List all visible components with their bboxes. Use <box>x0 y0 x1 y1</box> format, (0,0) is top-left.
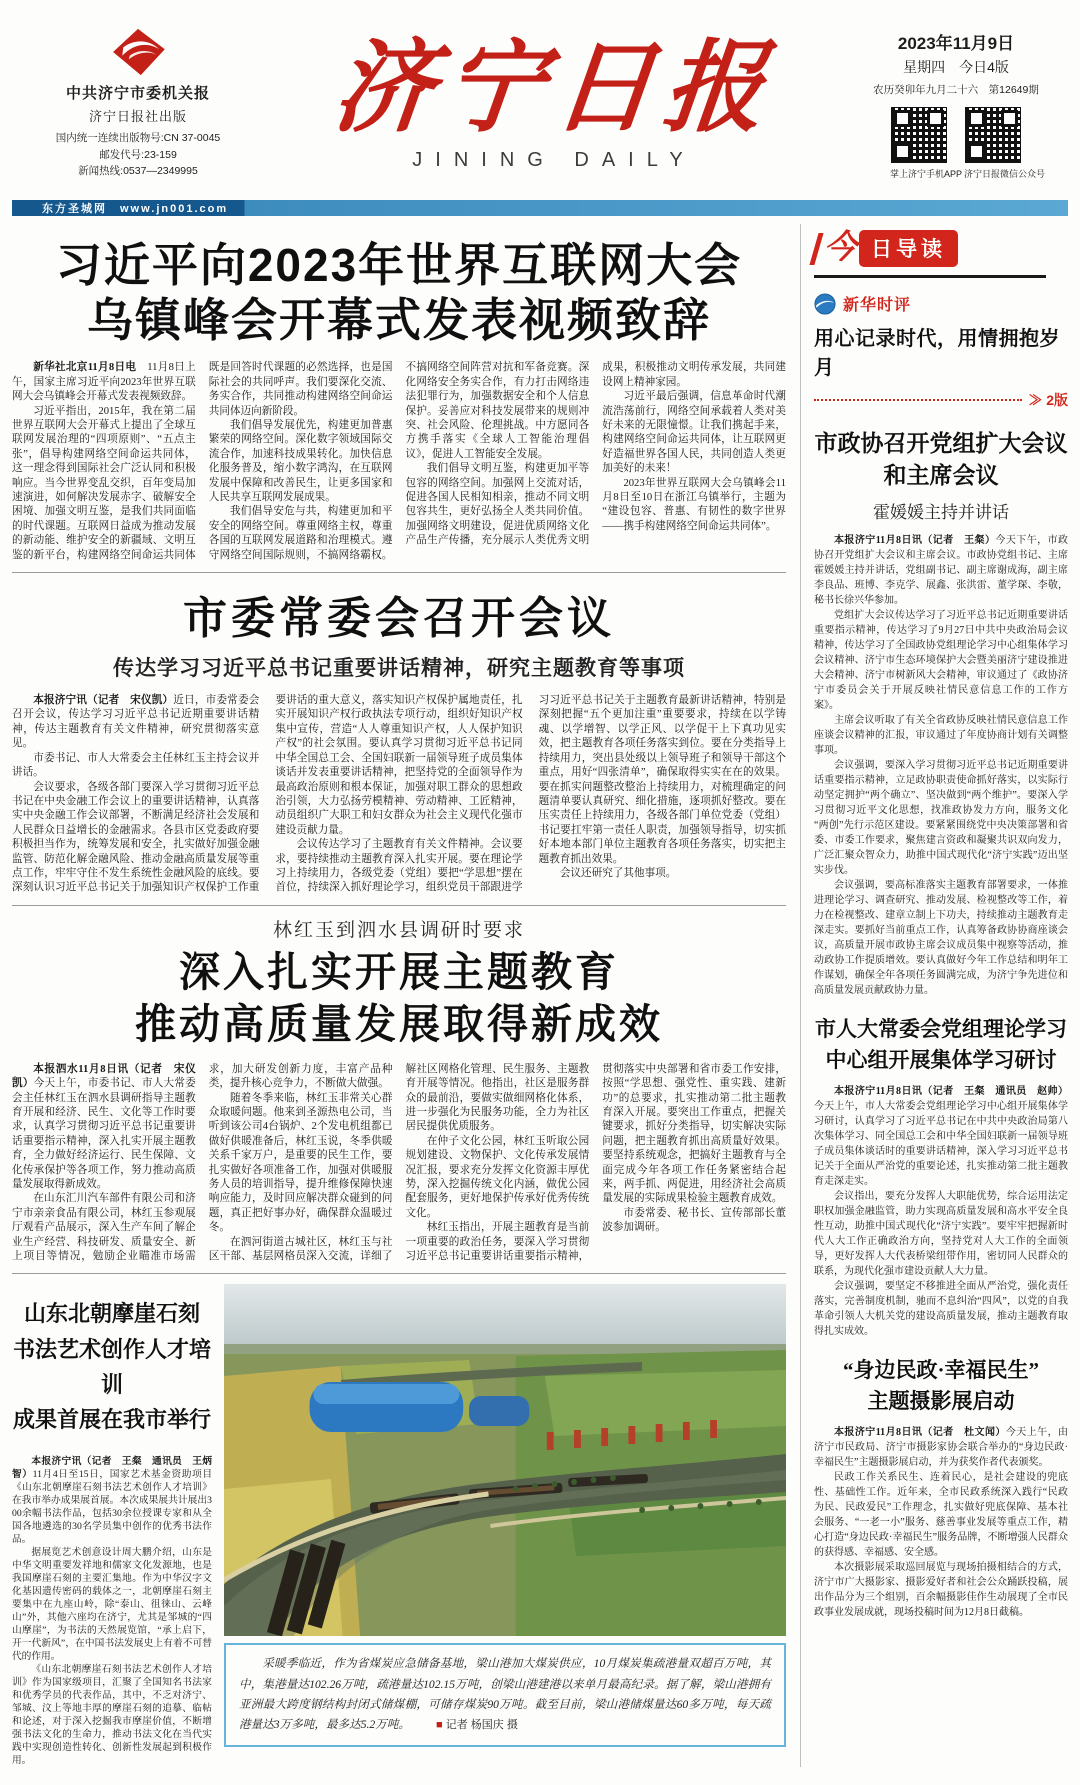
civil-affairs-photo-exhibit-article <box>814 1355 1068 1620</box>
npc-headline-line1: 市人大常委会党组理论学习 <box>815 1017 1067 1042</box>
paragraph: 会议指出，要充分发挥人大职能优势，综合运用法定职权加强金融监管，助力实现高质量发展和高水平安全良性互动，助推中国式现代化“济宁实践”。要牢牢把握新时代人大工作正确政治方向，坚持党对人大工作的全面领导，更好发挥人大代表桥梁纽带作用，密切同人民群众的联系，为现代化强市建设贡献人大力量。 <box>814 1191 1068 1278</box>
paragraph: 《山东北朝摩崖石刻书法艺术创作人才培训》作为国家级项目，汇聚了全国知名书法家和优秀学员的代表作品，其中，不乏对济宁、邹城、汶上等地丰厚的摩崖石刻的追摹、临帖和论述，对于深入挖掘我市摩崖价值，不断增强书法文化的生命力，推动书法文化在当代实践中实现创造性转化、创新性发展起到积极作用。 <box>12 1664 212 1767</box>
paragraph: 我们倡导安危与共，构建更加和平安全的网络空间。尊重网络主权，尊重各国的互联网发展道路和治理模式。遵守网络空间国际规则，不搞网络霸权。不搞网络空间阵营对抗和军备竞赛。深化网络安全务实合作，有力打击网络违法犯罪行为，加强数据安全和个人信息保护。妥善应对科技发展带来的规则冲突、社会风险、伦理挑战。中方愿同各方携手落实《全球人工智能治理倡议》，促进人工智能安全发展。 <box>208 362 590 561</box>
newspaper-logo-icon <box>110 28 166 76</box>
paragraph: 据展览艺术创意设计周大鹏介绍，山东是中华文明重要发祥地和儒家文化发源地，也是我国摩崖石刻的主要汇集地。作为中华汉字文化基因遗传密码的载体之一，北朝摩崖石刻主要集中在九座山岭，除“泰山、徂徕山、云峰山”外，其他六座均在济宁，尤其是邹城的“四山摩崖”，为书法的天然展览馆，“承上启下，开一代新风”，在中国书法发展史上有着不可替代的作用。 <box>12 1547 212 1663</box>
paragraph <box>814 1084 1068 1189</box>
paragraph: 会议要求，各级各部门要深入学习贯彻习近平总书记在中央金融工作会议上的重要讲话精神，认真落实中央金融工作会议部署，不断满足经济社会发展和人民群众日益增长的金融需求。各县市区党委政府要积极担当作为，统筹发展和安全，扎实做好加强金融监管、防范化解金融风险、推动金融高质量发展等重点工作，牢牢守住不发生系统性金融风险的底线。要深刻认识习近平总书记关于加强知识产权保护工作重要讲话的重大意义，落实知识产权保护属地责任，扎实开展知识产权行政执法专项行动，组织好知识产权集中宣传，营造“人人尊重知识产权，人人保护知识产权”的社会氛围。要认真学习贯彻习近平总书记同中华全国总工会、全国妇联新一届领导班子成员集体谈话并发表重要讲话精神，把坚持党的全面领导作为最高政治原则和根本保证，加强对职工群众的思想政治引领，大力弘扬劳模精神、劳动精神、工匠精神，动员组织广大职工和妇女群众为社会主义现代化强市建设贡献力量。 <box>12 695 523 894</box>
dateline: 本报济宁11月8日讯（记者 杜文闻） <box>834 1427 1006 1439</box>
dateline: 本报济宁讯（记者 王粲 通讯员 王炳智） <box>12 1456 212 1481</box>
weekday-line: 星期四 今日4版 <box>903 58 1009 75</box>
qr-wechat-label: 济宁日报微信公众号 <box>964 168 1046 179</box>
lead-article <box>12 238 786 563</box>
red-slash-icon <box>809 233 823 265</box>
photo-credit-text: 记者 杨国庆 摄 <box>445 1719 518 1732</box>
qr-app-label: 掌上济宁手机APP <box>890 168 963 179</box>
paragraph-text: 近日，市委常委会召开会议，传达学习习近平总书记近期重要讲话精神，传达主题教育有关文件精神，研究贯彻落实意见。 <box>12 695 260 750</box>
masthead <box>12 10 1068 198</box>
today-guide-badge <box>814 228 1046 278</box>
paragraph <box>814 533 1068 608</box>
photo-caption-box <box>224 1643 786 1746</box>
page-reference <box>1028 390 1068 410</box>
qr-code-icon <box>891 107 947 163</box>
paragraph: 本次摄影展采取巡回展览与现场拍摄相结合的方式，济宁市广大摄影家、摄影爱好者和社会公众踊跃投稿，展出作品分为三个组别，百余幅摄影佳作生动展现了全市民政事业发展成就，现场投稿时间为12月8日截稿。 <box>814 1562 1068 1619</box>
lunar-issue-line: 农历癸卯年九月二十六 第12649期 <box>873 83 1039 96</box>
paragraph: 主席会议听取了有关全省政协反映社情民意信息工作座谈会议精神的汇报，审议通过了年度协商计划有关调整事项。 <box>814 715 1068 757</box>
commentary-title: 用心记录时代，用情拥抱岁月 <box>814 328 1060 379</box>
calligraphy-headline-line3: 成果首展在我市举行 <box>12 1406 211 1432</box>
dateline: 本报济宁讯（记者 宋仪凯） <box>33 695 174 707</box>
issn-line: 国内统一连续出版物号:CN 37-0045 <box>55 131 221 144</box>
news-photo <box>224 1284 786 1636</box>
npc-study-article <box>814 1014 1068 1339</box>
paragraph: 党组扩大会议传达学习了习近平总书记近期重要讲话重要指示精神，传达学习了9月27日中共中央政治局会议精神，传达学习了全国政协党组理论学习中心组集体学习会议精神、济宁市生态环境保护大会暨美丽济宁建设推进大会精神、济宁市树新风大会精神，审议通过了《政协济宁市委员会关于开展反映社情民意信息工作的工作方案》。 <box>814 610 1068 712</box>
paper-title-english: JINING DAILY <box>412 149 696 171</box>
globe-icon <box>814 293 836 315</box>
calligraphy-article <box>12 1284 212 1767</box>
npc-headline <box>814 1014 1068 1075</box>
dotted-divider <box>814 399 1022 401</box>
lead-headline-line2: 乌镇峰会开幕式发表视频致辞 <box>87 294 711 347</box>
main-column <box>12 224 800 1767</box>
paragraph-text: 11月4日至15日，国家艺术基金资助项目《山东北朝摩崖石刻书法艺术创作人才培训》在我市举办成果展首展。本次成果展共计展出300余幅书法作品，包括30余位授课专家和从全国各地遴选的30名学员集中创作的优秀书法作品。 <box>12 1469 213 1546</box>
section-divider <box>12 905 786 906</box>
npc-headline-line2: 中心组开展集体学习研讨 <box>825 1047 1057 1072</box>
cppcc-headline <box>814 428 1068 492</box>
photo-credit <box>436 1719 518 1731</box>
paragraph: 我们倡导文明互鉴，构建更加平等包容的网络空间。加强网上交流对话，促进各国人民相知相亲，推动不同文明包容共生，更好弘扬全人类共同价值。加强网络文明建设，促进优质网络文化产品生产传播，充分展示人类优秀文明成果，积极推动文明传承发展，共同建设网上精神家园。 <box>405 362 786 547</box>
paragraph-text: 今天上午，市委书记、市人大常委会主任林红玉在泗水县调研指导主题教育开展和经济、民生、文化等工作时要求，认真学习贯彻习近平总书记重要讲话重要指示精神，深入扎实开展主题教育，全力做好经济运行、民生保障、文化传承保护等各项工作，努力推动高质量发展取得新成效。 <box>12 1078 196 1190</box>
paragraph-text: 今天下午，市政协召开党组扩大会议和主席会议。市政协党组书记、主席霍媛媛主持并讲话，党组副书记、副主席谢成海，副主席李良品、班博、李克学、展鑫、张洪雷、董学琛、李敬，秘书长徐兴华参加。 <box>814 535 1069 607</box>
today-guide-label: 日导读 <box>859 230 958 267</box>
cppcc-subtitle: 霍媛媛主持并讲话 <box>873 503 1009 523</box>
paragraph <box>12 1063 196 1193</box>
exhibit-body <box>814 1425 1068 1620</box>
paragraph-text: 今天上午，市人大常委会党组理论学习中心组开展集体学习研讨，认真学习了习近平总书记在中共中央政治局第八次集体学习、同全国总工会和中华全国妇联新一届领导班子成员集体谈话时的重要讲话精神，深入学习习近平总书记关于全面从严治党的重要论述，扎实推动第二批主题教育走深走实。 <box>814 1101 1068 1188</box>
lead-headline <box>12 238 786 348</box>
meeting-subtitle: 传达学习习近平总书记重要讲话精神，研究主题教育等事项 <box>113 657 685 681</box>
page-reference-row <box>814 390 1068 410</box>
paragraph <box>12 361 196 404</box>
section-divider <box>12 572 786 573</box>
paragraph: 2023年世界互联网大会乌镇峰会11月8日至10日在浙江乌镇举行，主题为“建设包容、普惠、有韧性的数字世界——携手构建网络空间命运共同体”。 <box>602 477 786 532</box>
date-line: 2023年11月9日 <box>897 33 1015 53</box>
lead-headline-line1: 习近平向2023年世界互联网大会 <box>55 239 743 291</box>
dateline: 本报泗水11月8日讯（记者 宋仪凯） <box>12 1063 196 1090</box>
paragraph: 随着冬季来临，林红玉非常关心群众取暖问题。他来到圣源热电公司，当听到该公司4台锅炉、2个发电机组都已做好供暖准备后，林红玉说，冬季供暖关系千家万户，是重要的民生工作，要扎实做好各项准备工作，加强对供暖服务人员的培训指导，提升维修保障快速响应能力，及时回应解决群众碰到的问题，真正把好事办好，确保群众温暖过冬。 <box>208 1092 393 1234</box>
postal-code-line: 邮发代号:23-159 <box>99 148 177 161</box>
xinhua-commentary-tag: 新华时评 <box>843 297 912 314</box>
cppcc-body <box>814 533 1068 998</box>
exhibit-headline-line1: “身边民政·幸福民生” <box>842 1358 1039 1383</box>
paragraph-text: 今天上午，由济宁市民政局、济宁市摄影家协会联合举办的“身边民政·幸福民生”主题摄影展启动，并为获奖作者代表颁奖。 <box>814 1427 1068 1469</box>
publisher-block <box>12 28 264 180</box>
meeting-headline: 市委常委会召开会议 <box>183 594 615 644</box>
content-grid <box>12 224 1068 1767</box>
paragraph <box>12 1455 212 1546</box>
qr-row <box>844 107 1068 180</box>
paragraph <box>814 1425 1068 1470</box>
cppcc-headline-line2: 和主席会议 <box>883 463 999 489</box>
qr-wechat <box>964 107 1046 180</box>
page-reference-text: 2版 <box>1046 392 1068 408</box>
calligraphy-headline-line2: 书法艺术创作人才培训 <box>12 1336 211 1397</box>
paragraph: 会议强调，要高标准落实主题教育部署要求，一体推进理论学习、调查研究、推动发展、检视整改等工作，着力在检视整改、建章立制上下功夫，持续推动主题教育走深走实。要抓好当前重点工作，认真筹备政协协商座谈会议，高质量开展市政协主席会议成员集中视察等活动，推动政协工作提质增效。要认真做好今年工作总结和明年工作谋划，确保全年各项任务圆满完成，为济宁争先进位和高质量发展贡献政协力量。 <box>814 880 1068 997</box>
paper-title-block <box>264 33 844 172</box>
sidebar-column <box>800 224 1068 1767</box>
research-headline <box>12 946 786 1051</box>
paragraph: 林红玉指出，开展主题教育是当前一项重要的政治任务，要深入学习贯彻习近平总书记重要讲话重要指示精神，贯彻落实中央部署和省市委工作安排，按照“学思想、强党性、重实践、建新功”的总要求，扎实推动第二批主题教育深入开展。要突出工作重点，把握关键要求，抓好分类指导，切实解决实际问题，把主题教育抓出高质量好效果。要坚持系统观念，把搞好主题教育与全面完成今年各项工作任务紧密结合起来，两手抓、两促进，用经济社会高质量发展的实际成果检验主题教育成效。 <box>405 1063 786 1262</box>
cppcc-article <box>814 428 1068 998</box>
paragraph-text: 11月8日上午，国家主席习近平向2023年世界互联网大会乌镇峰会开幕式发表视频致辞。 <box>12 362 196 403</box>
paragraph: 习近平指出，2015年，我在第二届世界互联网大会开幕式上提出了全球互联网发展治理的“四项原则”、“五点主张”，倡导构建网络空间命运共同体，这一理念得到国际社会广泛认同和积极响应。当今世界变乱交织，百年变局加速演进，如何解决发展赤字、破解安全困境、加强文明互鉴，是我们共同面临的时代课题。互联网日益成为推动发展的新动能、维护安全的新疆域、文明互鉴的新平台，构建网络空间命运共同体既是回答时代课题的必然选择，也是国际社会的共同呼声。我们要深化交流、务实合作，共同推动构建网络空间命运共同体迈向新阶段。 <box>12 362 393 561</box>
double-arrow-icon: ≫ <box>1028 392 1043 408</box>
research-headline-line1: 深入扎实开展主题教育 <box>179 948 619 995</box>
paragraph: 在仲子文化公园，林红玉听取公园规划建设、文物保护、文化传承发展情况汇报，要求充分发挥文化资源丰厚优势，深入挖掘传统文化内涵，做优公园配套服务，更好地保护传承好优秀传统文化。 <box>405 1135 590 1219</box>
calligraphy-headline <box>12 1296 212 1437</box>
photo-caption-text: 采暖季临近，作为省煤炭应急储备基地，梁山港加大煤炭供应，10月煤炭集疏港量双超百万吨，其中，集港量达102.26万吨，疏港量达102.15万吨，创梁山港建港以来单月最高纪录。据了解，梁山港拥有亚洲最大跨度钢结构封闭式储煤棚，可储存煤炭90万吨。截至目前，梁山港储煤量达60多万吨，每天疏港量达3万多吨，最多达5.2万吨。 <box>239 1657 771 1732</box>
photo-caption <box>239 1654 771 1735</box>
exhibit-headline <box>814 1355 1068 1416</box>
paper-title-calligraphy: 济宁日报 <box>328 33 780 144</box>
research-body <box>12 1063 786 1265</box>
xinhua-commentary-row <box>814 292 1068 315</box>
meeting-body <box>12 694 786 896</box>
paragraph <box>12 694 259 752</box>
research-visit-article <box>12 915 786 1265</box>
standing-committee-article <box>12 582 786 896</box>
dateline: 本报济宁11月8日讯（记者 王粲 通讯员 赵帅） <box>834 1086 1068 1098</box>
hotline-line: 新闻热线:0537—2349995 <box>78 165 198 178</box>
section-divider <box>12 1273 786 1274</box>
bottom-row <box>12 1284 786 1767</box>
paragraph: 我们倡导发展优先，构建更加普惠繁荣的网络空间。深化数字领域国际交流合作，加速科技成果转化。加快信息化服务普及，缩小数字鸿沟，在互联网发展中保障和改善民生，让更多国家和人民共享互联网发展成果。 <box>208 420 393 504</box>
photo-figure <box>224 1284 786 1767</box>
dateline: 本报济宁11月8日讯（记者 王粲） <box>834 535 996 547</box>
org-line-2: 济宁日报社出版 <box>88 108 187 124</box>
credit-square-icon: ■ <box>436 1719 443 1732</box>
date-qr-block <box>844 29 1068 180</box>
calligraphy-body <box>12 1455 212 1767</box>
qr-app <box>890 107 963 180</box>
paragraph: 市委书记、市人大常委会主任林红玉主持会议并讲话。 <box>12 752 260 779</box>
dateline: 新华社北京11月8日电 <box>33 362 137 374</box>
paragraph: 会议强调，要深入学习贯彻习近平总书记近期重要讲话重要指示精神，立足政协职责使命抓好落实，以实际行动坚定拥护“两个确立”、坚决做到“两个维护”。要深入学习贯彻习近平文化思想，找准政协发力方向，服务文化“两创”先行示范区建设。要紧紧围绕党中央决策部署和省委、市委工作要求，聚焦建言资政和凝聚共识双向发力，广泛汇聚众智众力，助推中国式现代化“济宁实践”迈出坚实步伐。 <box>814 760 1068 877</box>
paragraph: 在山东汇川汽车部件有限公司和济宁市亲亲食品有限公司，林红玉参观展厅观看产品展示，深入生产车间了解企业生产经营、科技研发、质量安全、新上项目等情况，勉励企业瞄准市场需求，加大研发创新力度，丰富产品种类，提升核心竞争力，不断做大做强。 <box>12 1063 393 1262</box>
paragraph: 在泗河街道古城社区，林红玉与社区干部、基层网格员深入交流，详细了解社区网格化管理、民生服务、主题教育开展等情况。他指出，社区是服务群众的最前沿，要做实做细网格化体系，进一步强化为民服务功能，全力为社区居民提供优质服务。 <box>208 1063 590 1262</box>
paragraph: 习近平最后强调，信息革命时代潮流浩荡前行，网络空间承载着人类对美好未来的无限憧憬。让我们携起手来，构建网络空间命运共同体，让互联网更好造福世界各国人民，共同创造人类更加美好的未来！ <box>602 391 786 475</box>
paragraph: 民政工作关系民生、连着民心，是社会建设的兜底性、基础性工作。近年来，全市民政系统深入践行“民政为民、民政爱民”工作理念，扎实做好兜底保障、基本社会服务、“一老一小”服务、慈善事业发展等重点工作，精心打造“身边民政·幸福民生”服务品牌，不断增强人民群众的获得感、幸福感、安全感。 <box>814 1472 1068 1559</box>
website-band: 东方圣城网 www.jn001.com <box>12 200 1068 216</box>
paragraph: 市委常委、秘书长、宣传部部长董波参加调研。 <box>602 1207 786 1234</box>
today-guide-prefix: 今 <box>824 230 857 266</box>
cppcc-headline-line1: 市政协召开党组扩大会议 <box>814 431 1068 456</box>
qr-code-icon <box>965 107 1021 163</box>
paragraph: 会议强调，要坚定不移推进全面从严治党，强化责任落实，完善制度机制，驰而不息纠治“四风”，以党的自我革命引领人大机关党的建设高质量发展，推动主题教育取得扎实成效。 <box>814 1281 1068 1338</box>
org-line-1: 中共济宁市委机关报 <box>65 84 210 102</box>
paragraph: 会议还研究了其他事项。 <box>559 867 677 879</box>
paragraph: 会议传达学习了主题教育有关文件精神。会议要求，要持续推动主题教育深入扎实开展。要在理论学习上持续用力，各级党委（党组）要把“学思想”摆在首位，持续深入抓好理论学习，组织党员干部跟进学习习近平总书记关于主题教育最新讲话精神，特别是深刻把握“五个更加注重”重要要求，持续在以学铸魂、以学增智、以学正风、以学促干上下真功见实效，把主题教育各项任务落实到位。要在分类指导上持续用力，突出县处级以上领导班子和领导干部这个重点，用好“四张清单”，确保取得实实在在的效果。要在抓实问题整改整治上持续用力，对梳理确定的问题清单要认真研究、细化措施，逐项抓好整改。要在压实责任上持续用力，各级各部门单位党委（党组）书记要扛牢第一责任人职责，加强领导指导，切实抓好本地本部门单位主题教育各项任务落实，切实把主题教育抓出效果。 <box>275 695 786 894</box>
npc-body <box>814 1084 1068 1339</box>
lead-body <box>12 361 786 563</box>
research-kicker: 林红玉到泗水县调研时要求 <box>272 919 525 941</box>
exhibit-headline-line2: 主题摄影展启动 <box>867 1388 1015 1413</box>
research-headline-line2: 推动高质量发展取得新成效 <box>135 1001 663 1048</box>
calligraphy-headline-line1: 山东北朝摩崖石刻 <box>23 1301 200 1327</box>
